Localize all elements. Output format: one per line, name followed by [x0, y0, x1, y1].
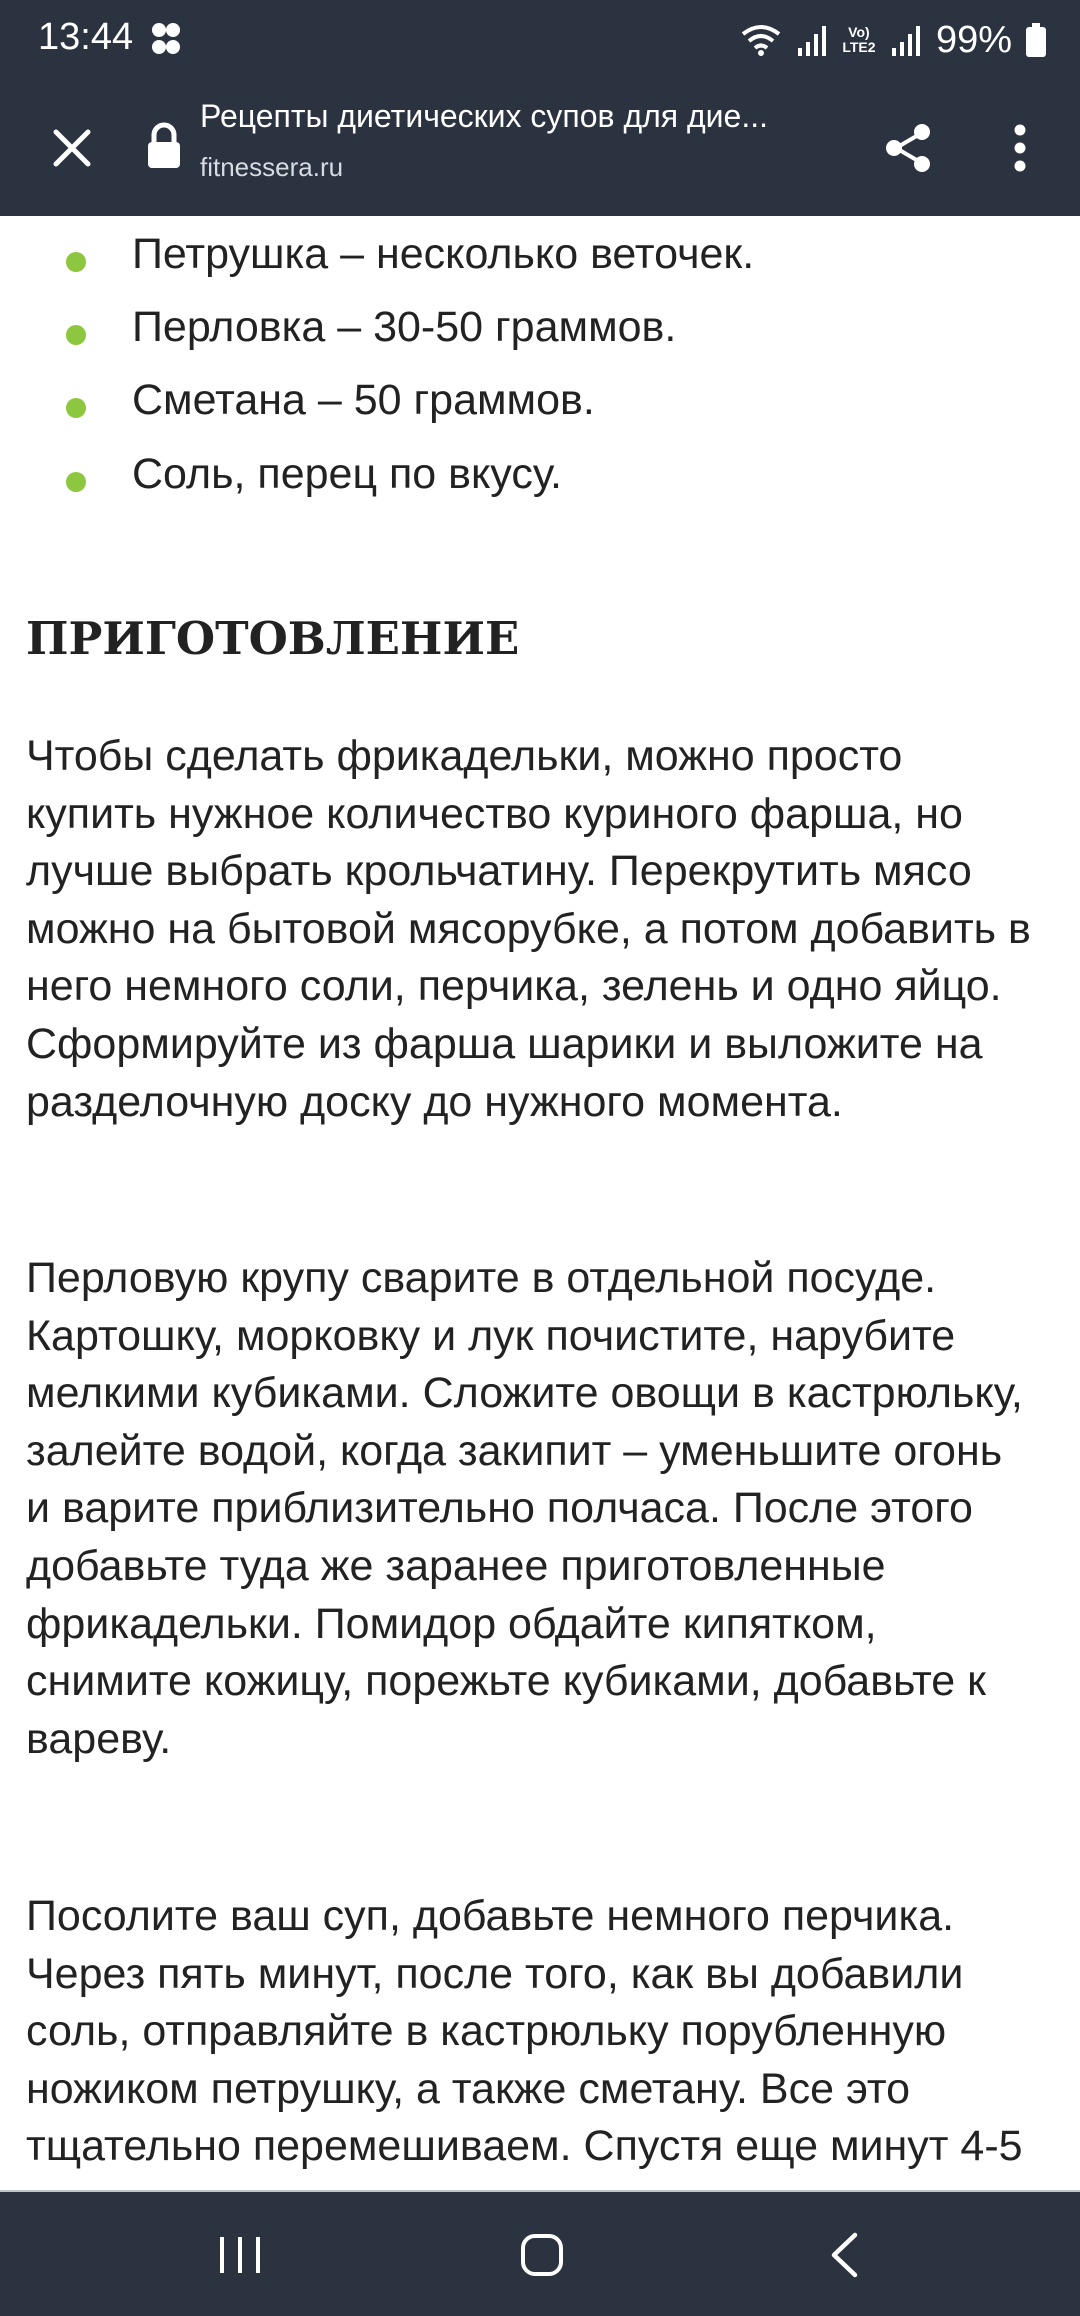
more-menu-button[interactable]: [982, 110, 1058, 186]
text-line: фрикадельки. Помидор обдайте кипятком,: [26, 1599, 877, 1648]
network-label: Vo) LTE2: [842, 24, 876, 55]
list-item: [0, 376, 1080, 436]
close-button[interactable]: [34, 110, 110, 186]
share-icon: [882, 122, 934, 174]
list-item-text: Соль, перец по вкусу.: [132, 450, 562, 498]
text-line: Перловую крупу сварите в отдельной посуде.: [26, 1254, 937, 1302]
recents-icon: [218, 2235, 262, 2275]
paragraph: [26, 1250, 1056, 1768]
bullet: [66, 252, 86, 272]
text-line: лучше выбрать крольчатину. Перекрутить мясо: [26, 847, 972, 896]
bullet: [66, 472, 86, 492]
notification-app-icon: [146, 20, 186, 60]
lock-icon: [146, 122, 182, 170]
text-line: Через пять минут, после того, как вы добавили: [26, 1949, 964, 1998]
wifi-icon: [740, 22, 782, 58]
text-line: Сформируйте из фарша шарики и выложите на: [26, 1019, 983, 1068]
bullet: [66, 325, 86, 345]
text-line: можно на бытовой мясорубке, а потом добавить в: [26, 904, 1031, 953]
page-title[interactable]: Рецепты диетических супов для дие...: [200, 98, 769, 134]
text-line: купить нужное количество куриного фарша, но: [26, 789, 963, 838]
home-icon: [520, 2233, 564, 2277]
text-line: добавьте туда же заранее приготовленные: [26, 1541, 886, 1590]
list-item: [0, 230, 1080, 290]
text-line: залейте водой, когда закипит – уменьшите огонь: [26, 1426, 1003, 1475]
list-item-text: Сметана – 50 граммов.: [132, 376, 595, 424]
page-content[interactable]: [0, 216, 1080, 2190]
text-line: Чтобы сделать фрикадельки, можно просто: [26, 732, 903, 780]
text-line: и варите приблизительно полчаса. После этого: [26, 1484, 973, 1533]
status-time: 13:44: [38, 16, 134, 58]
close-icon: [52, 128, 92, 168]
text-line: него немного соли, перчика, зелень и одно яйцо.: [26, 962, 1002, 1011]
paragraph: [26, 1888, 1056, 2234]
list-item-text: Петрушка – несколько веточек.: [132, 230, 755, 278]
text-line: мелкими кубиками. Сложите овощи в кастрюльку,: [26, 1369, 1023, 1418]
list-item-text: Перловка – 30-50 граммов.: [132, 303, 677, 351]
paragraph: [26, 728, 1056, 1131]
text-line: Картошку, морковку и лук почистите, нарубите: [26, 1311, 956, 1360]
recents-button[interactable]: [190, 2212, 290, 2298]
battery-percent: 99%: [935, 18, 1012, 61]
text-line: вареву.: [26, 1714, 172, 1763]
list-item: [0, 450, 1080, 510]
back-icon: [829, 2232, 859, 2278]
home-button[interactable]: [492, 2212, 592, 2298]
text-line: разделочную доску до нужного момента.: [26, 1077, 843, 1126]
signal-icon: [796, 22, 828, 58]
text-line: снимите кожицу, порежьте кубиками, добавьте к: [26, 1657, 986, 1706]
battery-icon: [1026, 23, 1046, 57]
section-heading: ПРИГОТОВЛЕНИЕ: [26, 612, 520, 665]
status-bar: [0, 0, 1080, 80]
status-indicators: [740, 14, 1046, 66]
system-nav-bar: [0, 2190, 1080, 2316]
page-url[interactable]: fitnessera.ru: [200, 152, 344, 182]
browser-toolbar: [0, 80, 1080, 216]
text-line: ножиком петрушку, а также сметану. Все это: [26, 2064, 911, 2113]
list-item: [0, 303, 1080, 363]
more-vertical-icon: [1013, 124, 1027, 172]
text-line: Посолите ваш суп, добавьте немного перчика.: [26, 1892, 955, 1940]
back-button[interactable]: [794, 2212, 894, 2298]
bullet: [66, 398, 86, 418]
text-line: тщательно перемешиваем. Спустя еще минут 4-5: [26, 2122, 1023, 2171]
share-button[interactable]: [870, 110, 946, 186]
signal-icon-2: [890, 22, 922, 58]
text-line: соль, отправляйте в кастрюльку порубленную: [26, 2007, 947, 2056]
